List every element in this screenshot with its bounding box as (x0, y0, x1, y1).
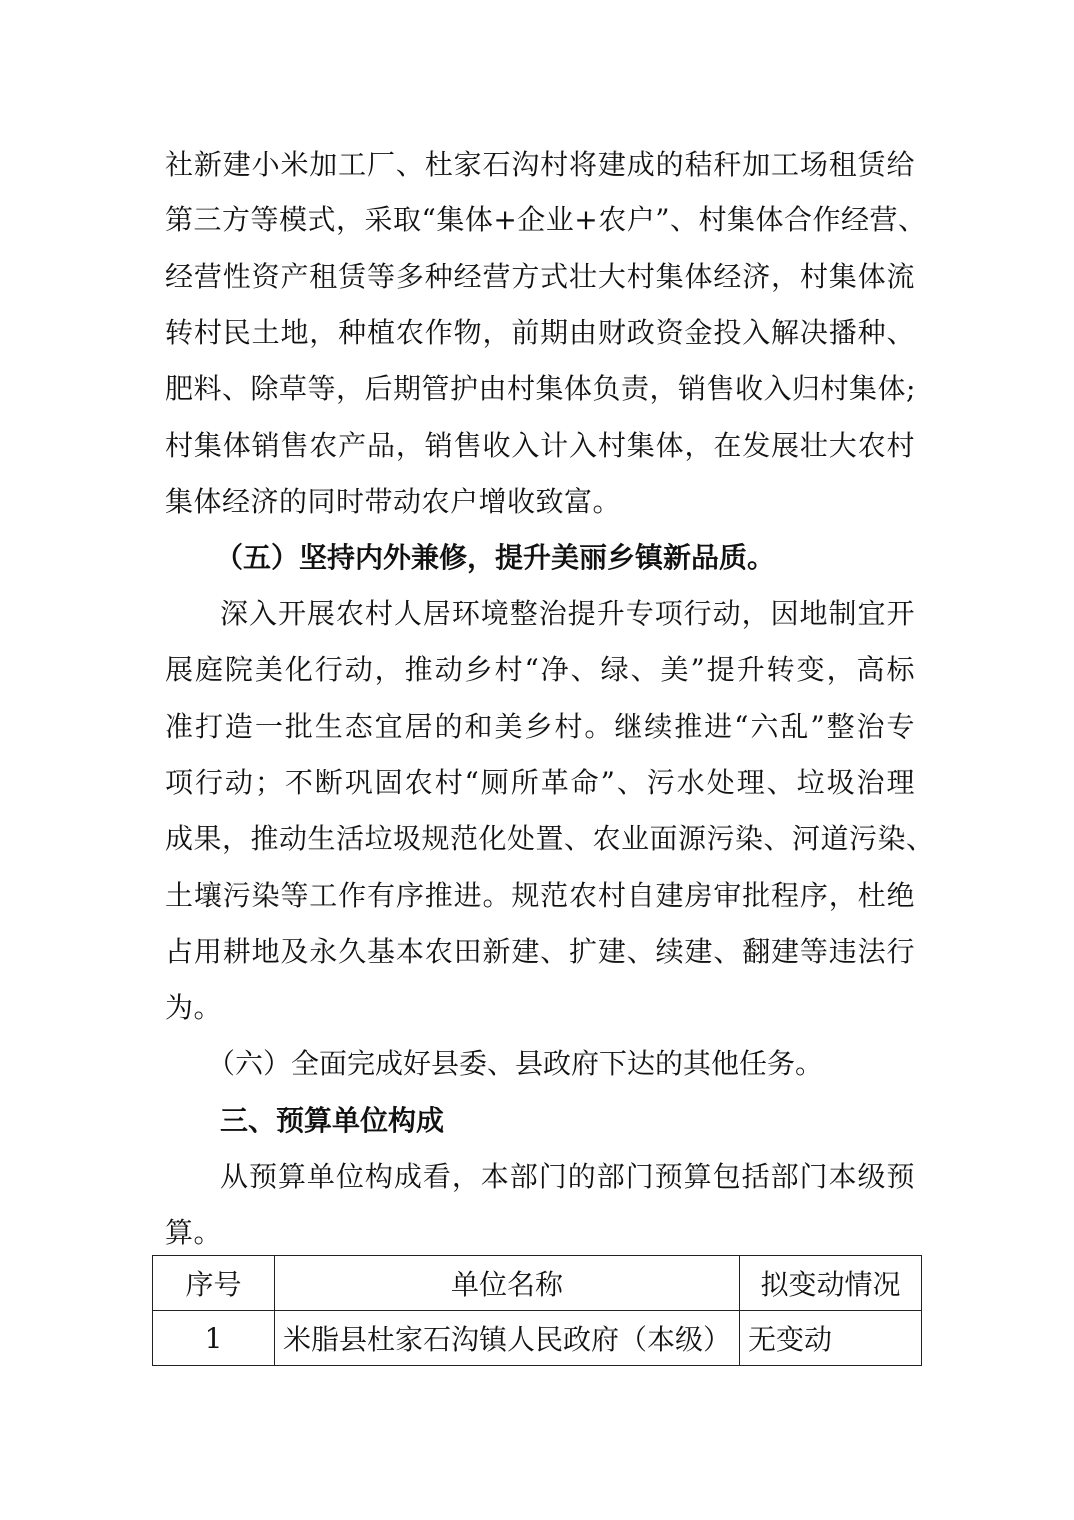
section-title-3: 三、预算单位构成 (220, 1104, 445, 1137)
paragraph-line: 成果，推动生活垃圾规范化处置、农业面源污染、河道污染、 (165, 822, 935, 855)
paragraph-line: 为。 (165, 991, 223, 1024)
paragraph-line: 社新建小米加工厂、杜家石沟村将建成的秸秆加工场租赁给 (165, 148, 915, 181)
paragraph-line: 算。 (165, 1216, 223, 1249)
paragraph-line: 第三方等模式，采取“集体+企业+农户”、村集体合作经营、 (165, 203, 927, 236)
budget-units-table (152, 1255, 922, 1366)
paragraph-line: 转村民土地，种植农作物，前期由财政资金投入解决播种、 (165, 316, 915, 349)
table-header-cell: 单位名称 (274, 1256, 739, 1311)
paragraph-line: 土壤污染等工作有序推进。规范农村自建房审批程序，杜绝 (165, 879, 915, 912)
item-6: （六）全面完成好县委、县政府下达的其他任务。 (207, 1047, 824, 1080)
table-cell: 米脂县杜家石沟镇人民政府（本级） (274, 1311, 739, 1366)
section-heading-5: （五）坚持内外兼修，提升美丽乡镇新品质。 (215, 541, 776, 574)
paragraph-line: 集体经济的同时带动农户增收致富。 (165, 485, 622, 518)
table-cell: 1 (153, 1311, 275, 1366)
paragraph-line: 肥料、除草等，后期管护由村集体负责，销售收入归村集体; (165, 372, 916, 405)
paragraph-line: 占用耕地及永久基本农田新建、扩建、续建、翻建等违法行 (165, 935, 915, 968)
paragraph-line: 准打造一批生态宜居的和美乡村。继续推进“六乱”整治专 (165, 710, 915, 743)
paragraph-line: 深入开展农村人居环境整治提升专项行动，因地制宜开 (220, 597, 915, 630)
paragraph-line: 村集体销售农产品，销售收入计入村集体，在发展壮大农村 (165, 429, 915, 462)
table-header-cell: 拟变动情况 (740, 1256, 922, 1311)
paragraph-line: 从预算单位构成看，本部门的部门预算包括部门本级预 (220, 1160, 915, 1193)
paragraph-line: 展庭院美化行动，推动乡村“净、绿、美”提升转变，高标 (165, 653, 915, 686)
table-cell: 无变动 (740, 1311, 922, 1366)
paragraph-line: 经营性资产租赁等多种经营方式壮大村集体经济，村集体流 (165, 260, 915, 293)
table-row (153, 1311, 922, 1366)
paragraph-line: 项行动；不断巩固农村“厕所革命”、污水处理、垃圾治理 (165, 766, 915, 799)
table-header-row (153, 1256, 922, 1311)
table-header-cell: 序号 (153, 1256, 275, 1311)
